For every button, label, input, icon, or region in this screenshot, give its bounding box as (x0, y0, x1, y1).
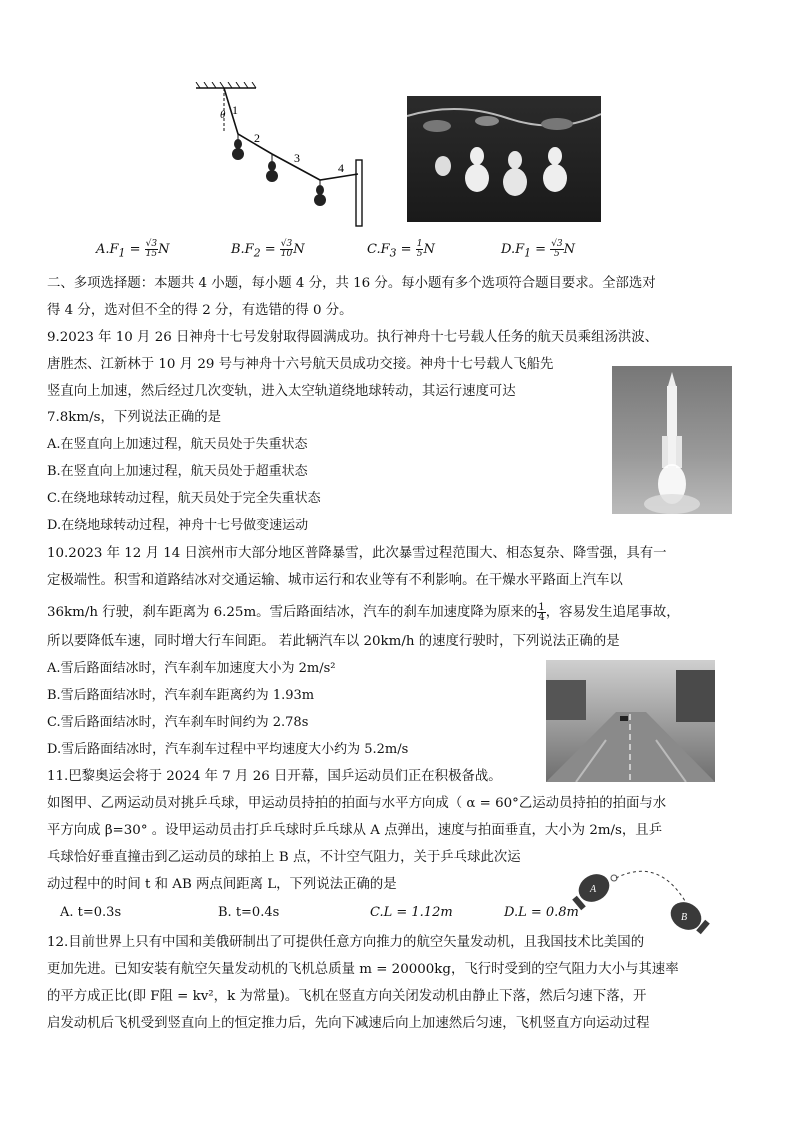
q11-option-c: C.L = 1.12m (370, 905, 453, 920)
q9-option-c: C.在绕地球转动过程，航天员处于完全失重状态 (47, 491, 321, 506)
diagram-label-1: 1 (232, 103, 238, 117)
q11-option-a: A. t=0.3s (60, 905, 122, 920)
q8-option-c: $C.F_3$ = $\frac{1}{5}$ N (367, 239, 435, 260)
q12-line3: 的平方成正比(即 F阻 = kv²，k 为常量)。飞机在竖直方向关闭发动机由静止下落，然后匀速下落，开 (47, 989, 647, 1004)
section2-line2: 得 4 分，选对但不全的得 2 分，有选错的得 0 分。 (47, 303, 353, 318)
q10-line3: 36km/h 行驶，刹车距离为 6.25m。雪后路面结冰，汽车的刹车加速度降为原来的 $\frac{1}{4}$ ，容易发生追尾事故， (47, 602, 680, 623)
q10-line1: 10.2023 年 12 月 14 日滨州市大部分地区普降暴雪，此次暴雪过程范围大、相态复杂、降雪强，具有一 (47, 546, 667, 561)
q11-line3: 平方向成 β=30° 。设甲运动员击打乒乓球时乒乓球从 A 点弹出，速度与拍面垂直，大小为 2m/s，且乒 (47, 823, 663, 838)
gourd-string-diagram (190, 82, 380, 230)
q11-line5: 动过程中的时间 t 和 AB 两点间距离 L，下列说法正确的是 (47, 877, 397, 892)
q11-line2: 如图甲、乙两运动员对挑乒乓球，甲运动员持拍的拍面与水平方向成（ α = 60°乙运动员持拍的拍面与水 (47, 796, 667, 811)
q10-option-b: B.雪后路面结冰时，汽车刹车距离约为 1.93m (47, 688, 315, 703)
q9-line3: 竖直向上加速，然后经过几次变轨，进入太空轨道绕地球转动，其运行速度可达 (47, 384, 516, 399)
snowy-road-photo (546, 660, 715, 782)
q9-option-b: B.在竖直向上加速过程，航天员处于超重状态 (47, 464, 308, 479)
q10-option-d: D.雪后路面结冰时，汽车刹车过程中平均速度大小约为 5.2m/s (47, 742, 409, 757)
diagram-label-4: 4 (338, 161, 344, 175)
ping-pong-paddles-diagram (570, 858, 730, 938)
gourd-photo (407, 96, 601, 222)
q8-option-d: $D.F_1$ = $\frac{√3}{5}$ N (501, 239, 576, 260)
q11-line4: 乓球恰好垂直撞击到乙运动员的球拍上 B 点，不计空气阻力，关于乒乓球此次运 (47, 850, 521, 865)
q9-line4: 7.8km/s，下列说法正确的是 (47, 410, 222, 425)
q9-line1: 9.2023 年 10 月 26 日神舟十七号发射取得圆满成功。执行神舟十七号载人任务的航天员乘组汤洪波、 (47, 330, 659, 345)
q11-option-b: B. t=0.4s (218, 905, 280, 920)
diagram-label-2: 2 (254, 131, 260, 145)
q9-option-d: D.在绕地球转动过程，神舟十七号做变速运动 (47, 518, 309, 533)
rocket-photo (612, 366, 732, 514)
q10-line2: 定极端性。积雪和道路结冰对交通运输、城市运行和农业等有不利影响。在干燥水平路面上汽车以 (47, 573, 623, 588)
paddle-label-b: B (681, 912, 688, 923)
q8-option-b: $B.F_2$ = $\frac{√3}{10}$ N (231, 239, 305, 260)
q11-line1: 11.巴黎奥运会将于 2024 年 7 月 26 日开幕，国乒运动员们正在积极备战。 (47, 769, 502, 784)
q8-option-a: $A.F_1$ = $\frac{√3}{15}$ N (96, 239, 170, 260)
diagram-angle-theta: θ (220, 109, 226, 121)
q10-option-c: C.雪后路面结冰时，汽车刹车时间约为 2.78s (47, 715, 309, 730)
q12-line4: 启发动机后飞机受到竖直向上的恒定推力后，先向下减速后向上加速然后匀速，飞机竖直方向运动过程 (47, 1016, 650, 1031)
q9-line2: 唐胜杰、江新林于 10 月 29 号与神舟十六号航天员成功交接。神舟十七号载人飞船先 (47, 357, 554, 372)
section2-line1: 二、多项选择题：本题共 4 小题，每小题 4 分，共 16 分。每小题有多个选项符合题目要求。全部选对 (47, 276, 656, 291)
q12-line1: 12.目前世界上只有中国和美俄研制出了可提供任意方向推力的航空矢量发动机，且我国技术比美国的 (47, 935, 645, 950)
q10-line4: 所以要降低车速，同时增大行车间距。 若此辆汽车以 20km/h 的速度行驶时，下列说法正确的是 (47, 634, 620, 649)
q11-option-d: D.L = 0.8m (504, 905, 579, 920)
paddle-label-a: A (590, 884, 597, 895)
diagram-label-3: 3 (294, 151, 300, 165)
q12-line2: 更加先进。已知安装有航空矢量发动机的飞机总质量 m = 20000kg，飞行时受到的空气阻力大小与其速率 (47, 962, 679, 977)
q10-option-a: A.雪后路面结冰时，汽车刹车加速度大小为 2m/s² (47, 661, 336, 676)
q9-option-a: A.在竖直向上加速过程，航天员处于失重状态 (47, 437, 308, 452)
